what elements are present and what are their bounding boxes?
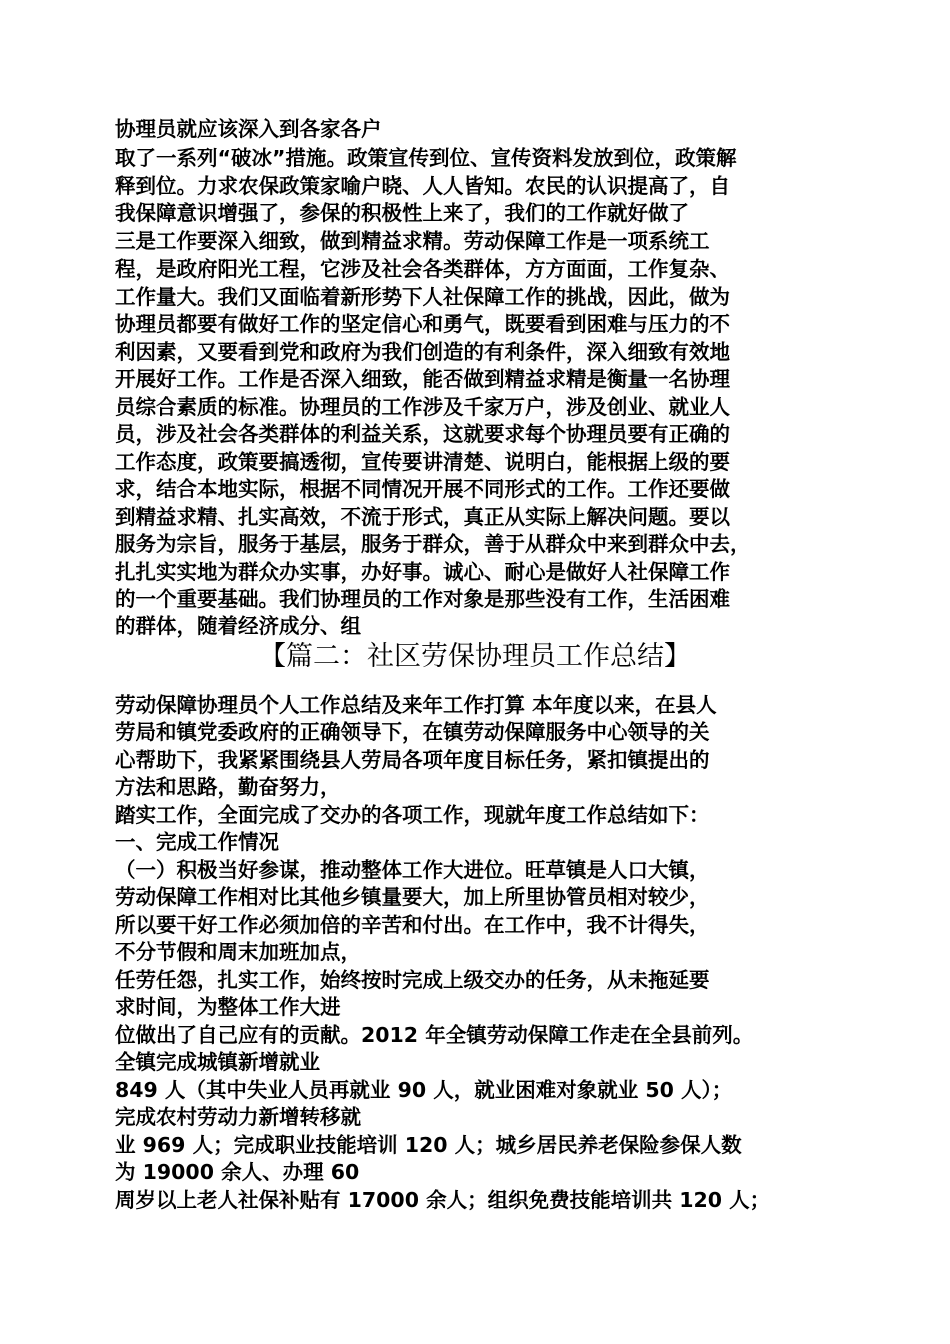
paragraph-line: 方法和思路，勤奋努力， — [115, 775, 341, 799]
paragraph-line: 员，涉及社会各类群体的利益关系，这就要求每个协理员要有正确的 — [115, 422, 730, 446]
paragraph-line: 利因素，又要看到党和政府为我们创造的有利条件，深入细致有效地 — [115, 340, 730, 364]
paragraph-line: 工作量大。我们又面临着新形势下人社保障工作的挑战，因此，做为 — [115, 285, 730, 309]
paragraph-line: 为 19000 余人、办理 60 — [115, 1160, 360, 1184]
paragraph-line: 员综合素质的标准。协理员的工作涉及千家万户，涉及创业、就业人 — [115, 395, 730, 419]
paragraph-line: 一、完成工作情况 — [115, 830, 279, 854]
paragraph-line: 的一个重要基础。我们协理员的工作对象是那些没有工作，生活困难 — [115, 587, 730, 611]
paragraph-line: 求，结合本地实际，根据不同情况开展不同形式的工作。工作还要做 — [115, 477, 730, 501]
paragraph-line: 所以要干好工作必须加倍的辛苦和付出。在工作中，我不计得失， — [115, 913, 710, 937]
paragraph-line: （一）积极当好参谋，推动整体工作大进位。旺草镇是人口大镇， — [115, 858, 710, 882]
paragraph-line: 工作态度，政策要搞透彻，宣传要讲清楚、说明白，能根据上级的要 — [115, 450, 730, 474]
paragraph-line: 不分节假和周末加班加点， — [115, 940, 361, 964]
paragraph-line: 求时间，为整体工作大进 — [115, 995, 341, 1019]
paragraph-line: 完成农村劳动力新增转移就 — [115, 1105, 361, 1129]
paragraph-line: 劳局和镇党委政府的正确领导下，在镇劳动保障服务中心领导的关 — [115, 720, 710, 744]
paragraph-line: 踏实工作，全面完成了交办的各项工作，现就年度工作总结如下： — [115, 803, 710, 827]
paragraph-line: 心帮助下，我紧紧围绕县人劳局各项年度目标任务，紧扣镇提出的 — [115, 748, 710, 772]
paragraph-line: 取了一系列“破冰”措施。政策宣传到位、宣传资料发放到位，政策解 — [115, 146, 737, 170]
paragraph-line: 三是工作要深入细致，做到精益求精。劳动保障工作是一项系统工 — [115, 229, 710, 253]
paragraph-line: 劳动保障工作相对比其他乡镇量要大，加上所里协管员相对较少， — [115, 885, 710, 909]
paragraph-line: 协理员就应该深入到各家各户 — [115, 117, 382, 141]
paragraph-line: 位做出了自己应有的贡献。2012 年全镇劳动保障工作走在全县前列。 — [115, 1023, 754, 1047]
paragraph-line: 全镇完成城镇新增就业 — [115, 1050, 320, 1074]
paragraph-line: 协理员都要有做好工作的坚定信心和勇气，既要看到困难与压力的不 — [115, 312, 730, 336]
paragraph-line: 程，是政府阳光工程，它涉及社会各类群体，方方面面，工作复杂、 — [115, 257, 730, 281]
paragraph-line: 开展好工作。工作是否深入细致，能否做到精益求精是衡量一名协理 — [115, 367, 730, 391]
paragraph-line: 849 人（其中失业人员再就业 90 人，就业困难对象就业 50 人）； — [115, 1078, 733, 1102]
paragraph-line: 扎扎实实地为群众办实事，办好事。诚心、耐心是做好人社保障工作 — [115, 560, 730, 584]
paragraph-line: 任劳任怨，扎实工作，始终按时完成上级交办的任务，从未拖延要 — [115, 968, 710, 992]
paragraph-line: 周岁以上老人社保补贴有 17000 余人；组织免费技能培训共 120 人； — [115, 1188, 771, 1212]
paragraph-line: 我保障意识增强了，参保的积极性上来了，我们的工作就好做了 — [115, 201, 689, 225]
paragraph-line: 释到位。力求农保政策家喻户晓、人人皆知。农民的认识提高了，自 — [115, 174, 730, 198]
paragraph-line: 劳动保障协理员个人工作总结及来年工作打算 本年度以来，在县人 — [115, 693, 717, 717]
paragraph-line: 服务为宗旨，服务于基层，服务于群众，善于从群众中来到群众中去， — [115, 532, 751, 556]
paragraph-line: 的群体，随着经济成分、组 — [115, 614, 361, 638]
paragraph-line: 业 969 人；完成职业技能培训 120 人；城乡居民养老保险参保人数 — [115, 1133, 742, 1157]
paragraph-line: 到精益求精、扎实高效，不流于形式，真正从实际上解决问题。要以 — [115, 505, 730, 529]
section-heading: 【篇二：社区劳保协理员工作总结】 — [259, 641, 691, 672]
